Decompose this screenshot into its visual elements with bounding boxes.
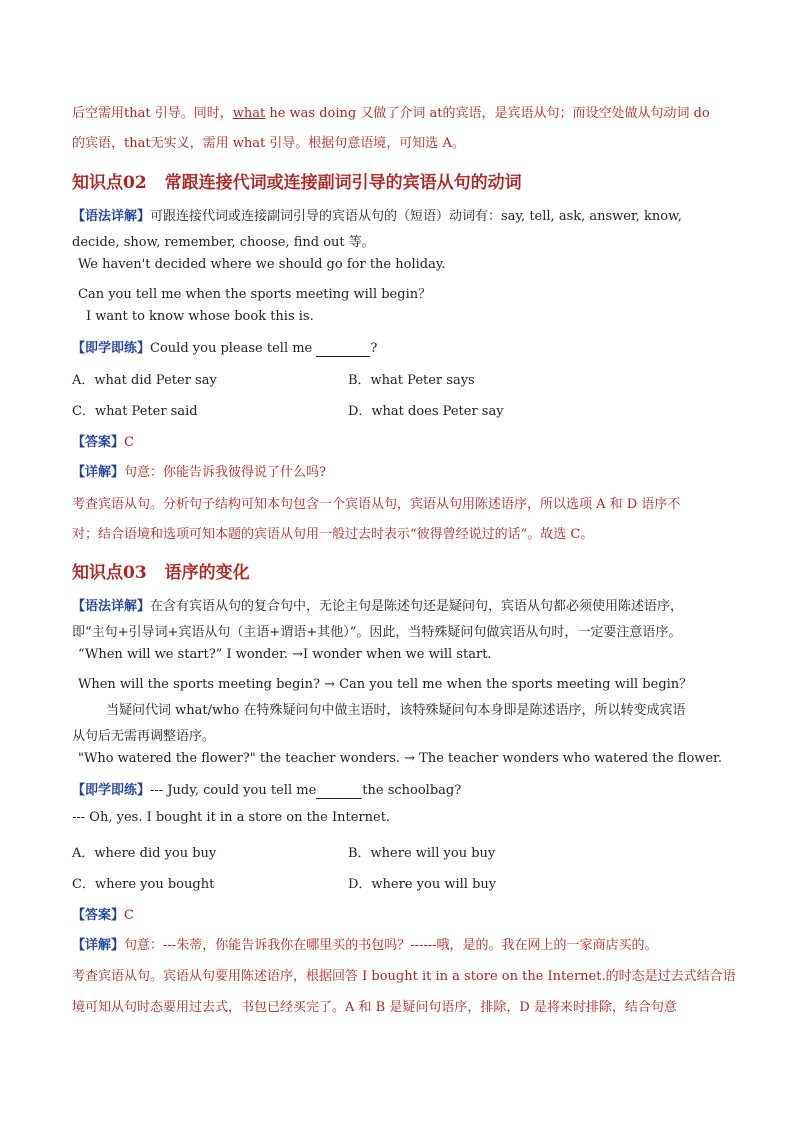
option-b: B．what Peter says (348, 373, 475, 388)
detail-line (72, 934, 658, 953)
detail-line (72, 461, 326, 480)
answer-value: C (124, 435, 134, 450)
para-line (72, 102, 710, 121)
example-sentence: Can you tell me when the sports meeting will begin？ (78, 287, 432, 302)
example-sentence: I want to know whose book this is. (86, 309, 314, 324)
option-c: C．where you bought (72, 877, 215, 892)
grammar-text: 可跟连接代词或连接副词引导的宾语从句的（短语）动词有：say, tell, ask, answer, know, (150, 209, 682, 224)
detail-line: 考查宾语从句。分析句子结构可知本句包含一个宾语从句，宾语从句用陈述语序，所以选项 A 和 D 语序不 (72, 497, 681, 512)
section-title: 常跟连接代词或连接副词引导的宾语从句的动词 (164, 173, 522, 193)
question-text: the schoolbag? (362, 783, 462, 798)
option-d: D．what does Peter say (348, 404, 504, 419)
grammar-tag: 【语法详解】 (72, 599, 151, 614)
para-line: 的宾语，that无实义，需用 what 引导。根据句意语境，可知选 A。 (72, 136, 465, 151)
option-d: D．where you will buy (348, 877, 497, 892)
section-heading-kp03 (72, 558, 250, 583)
underlined-text: what (232, 106, 266, 121)
example-sentence: "Who watered the flower?" the teacher wonders. → The teacher wonders who watered the flower. (78, 751, 723, 766)
option-a: A．what did Peter say (72, 373, 217, 388)
answer-blank (316, 783, 362, 799)
note-line: 当疑问代词 what/who 在特殊疑问句中做主语时，该特殊疑问句本身即是陈述语序，所以转变成宾语 (106, 703, 686, 718)
grammar-line: decide, show, remember, choose, find out 等。 (72, 235, 375, 250)
answer-line (72, 431, 134, 450)
example-sentence: We haven't decided where we should go for the holiday. (78, 257, 446, 272)
option-b: B．where will you buy (348, 846, 496, 861)
answer-tag: 【答案】 (72, 435, 125, 450)
option-c: C．what Peter said (72, 404, 198, 419)
grammar-line (72, 595, 683, 614)
section-number: 知识点02 (72, 173, 147, 193)
grammar-text: 在含有宾语从句的复合句中，无论主句是陈述句还是疑问句，宾语从句都必须使用陈述语序， (150, 599, 684, 614)
detail-text: 句意：你能告诉我彼得说了什么吗? (124, 465, 326, 480)
text-segment: he was doing 又做了介词 at的宾语，是宾语从句；而设空处做从句动词 do (265, 106, 710, 121)
option-a: A．where did you buy (72, 846, 217, 861)
practice-tag: 【即学即练】 (72, 783, 151, 798)
detail-line: 考查宾语从句。宾语从句要用陈述语序，根据回答 I bought it in a store on the Internet.的时态是过去式结合语 (72, 969, 736, 984)
question-text: ? (370, 341, 378, 356)
practice-question (72, 779, 461, 799)
grammar-line: 即“主句+引导词+宾语从句（主语+谓语+其他）”。因此，当特殊疑问句做宾语从句时，一定要注意语序。 (72, 625, 682, 640)
grammar-tag: 【语法详解】 (72, 209, 151, 224)
question-text: Could you please tell me (150, 341, 317, 356)
detail-text: 句意：---朱蒂，你能告诉我你在哪里买的书包吗？------哦，是的。我在网上的一家商店买的。 (124, 938, 658, 953)
detail-tag: 【详解】 (72, 465, 125, 480)
note-line: 从句后无需再调整语序。 (72, 729, 216, 744)
grammar-line (72, 205, 682, 224)
section-number: 知识点03 (72, 563, 147, 583)
answer-tag: 【答案】 (72, 908, 125, 923)
detail-line: 对；结合语境和选项可知本题的宾语从句用一般过去时表示“彼得曾经说过的话”。故选 C。 (72, 527, 594, 542)
answer-blank (316, 341, 370, 357)
detail-line: 境可知从句时态要用过去式，书包已经买完了。A 和 B 是疑问句语序，排除，D 是将来时排除，结合句意 (72, 1000, 677, 1015)
practice-question (72, 337, 377, 357)
detail-tag: 【详解】 (72, 938, 125, 953)
example-sentence: When will the sports meeting begin? → Can you tell me when the sports meeting will begin？ (78, 677, 693, 692)
section-title: 语序的变化 (164, 563, 250, 583)
section-heading-kp02 (72, 168, 522, 193)
question-text: --- Judy, could you tell me (150, 783, 317, 798)
example-sentence: “When will we start?” I wonder. →I wonder when we will start. (78, 647, 492, 662)
practice-reply: --- Oh, yes. I bought it in a store on the Internet. (72, 810, 391, 825)
answer-value: C (124, 908, 134, 923)
practice-tag: 【即学即练】 (72, 341, 151, 356)
text-segment: 后空需用that 引导。同时， (72, 106, 233, 121)
answer-line (72, 904, 134, 923)
